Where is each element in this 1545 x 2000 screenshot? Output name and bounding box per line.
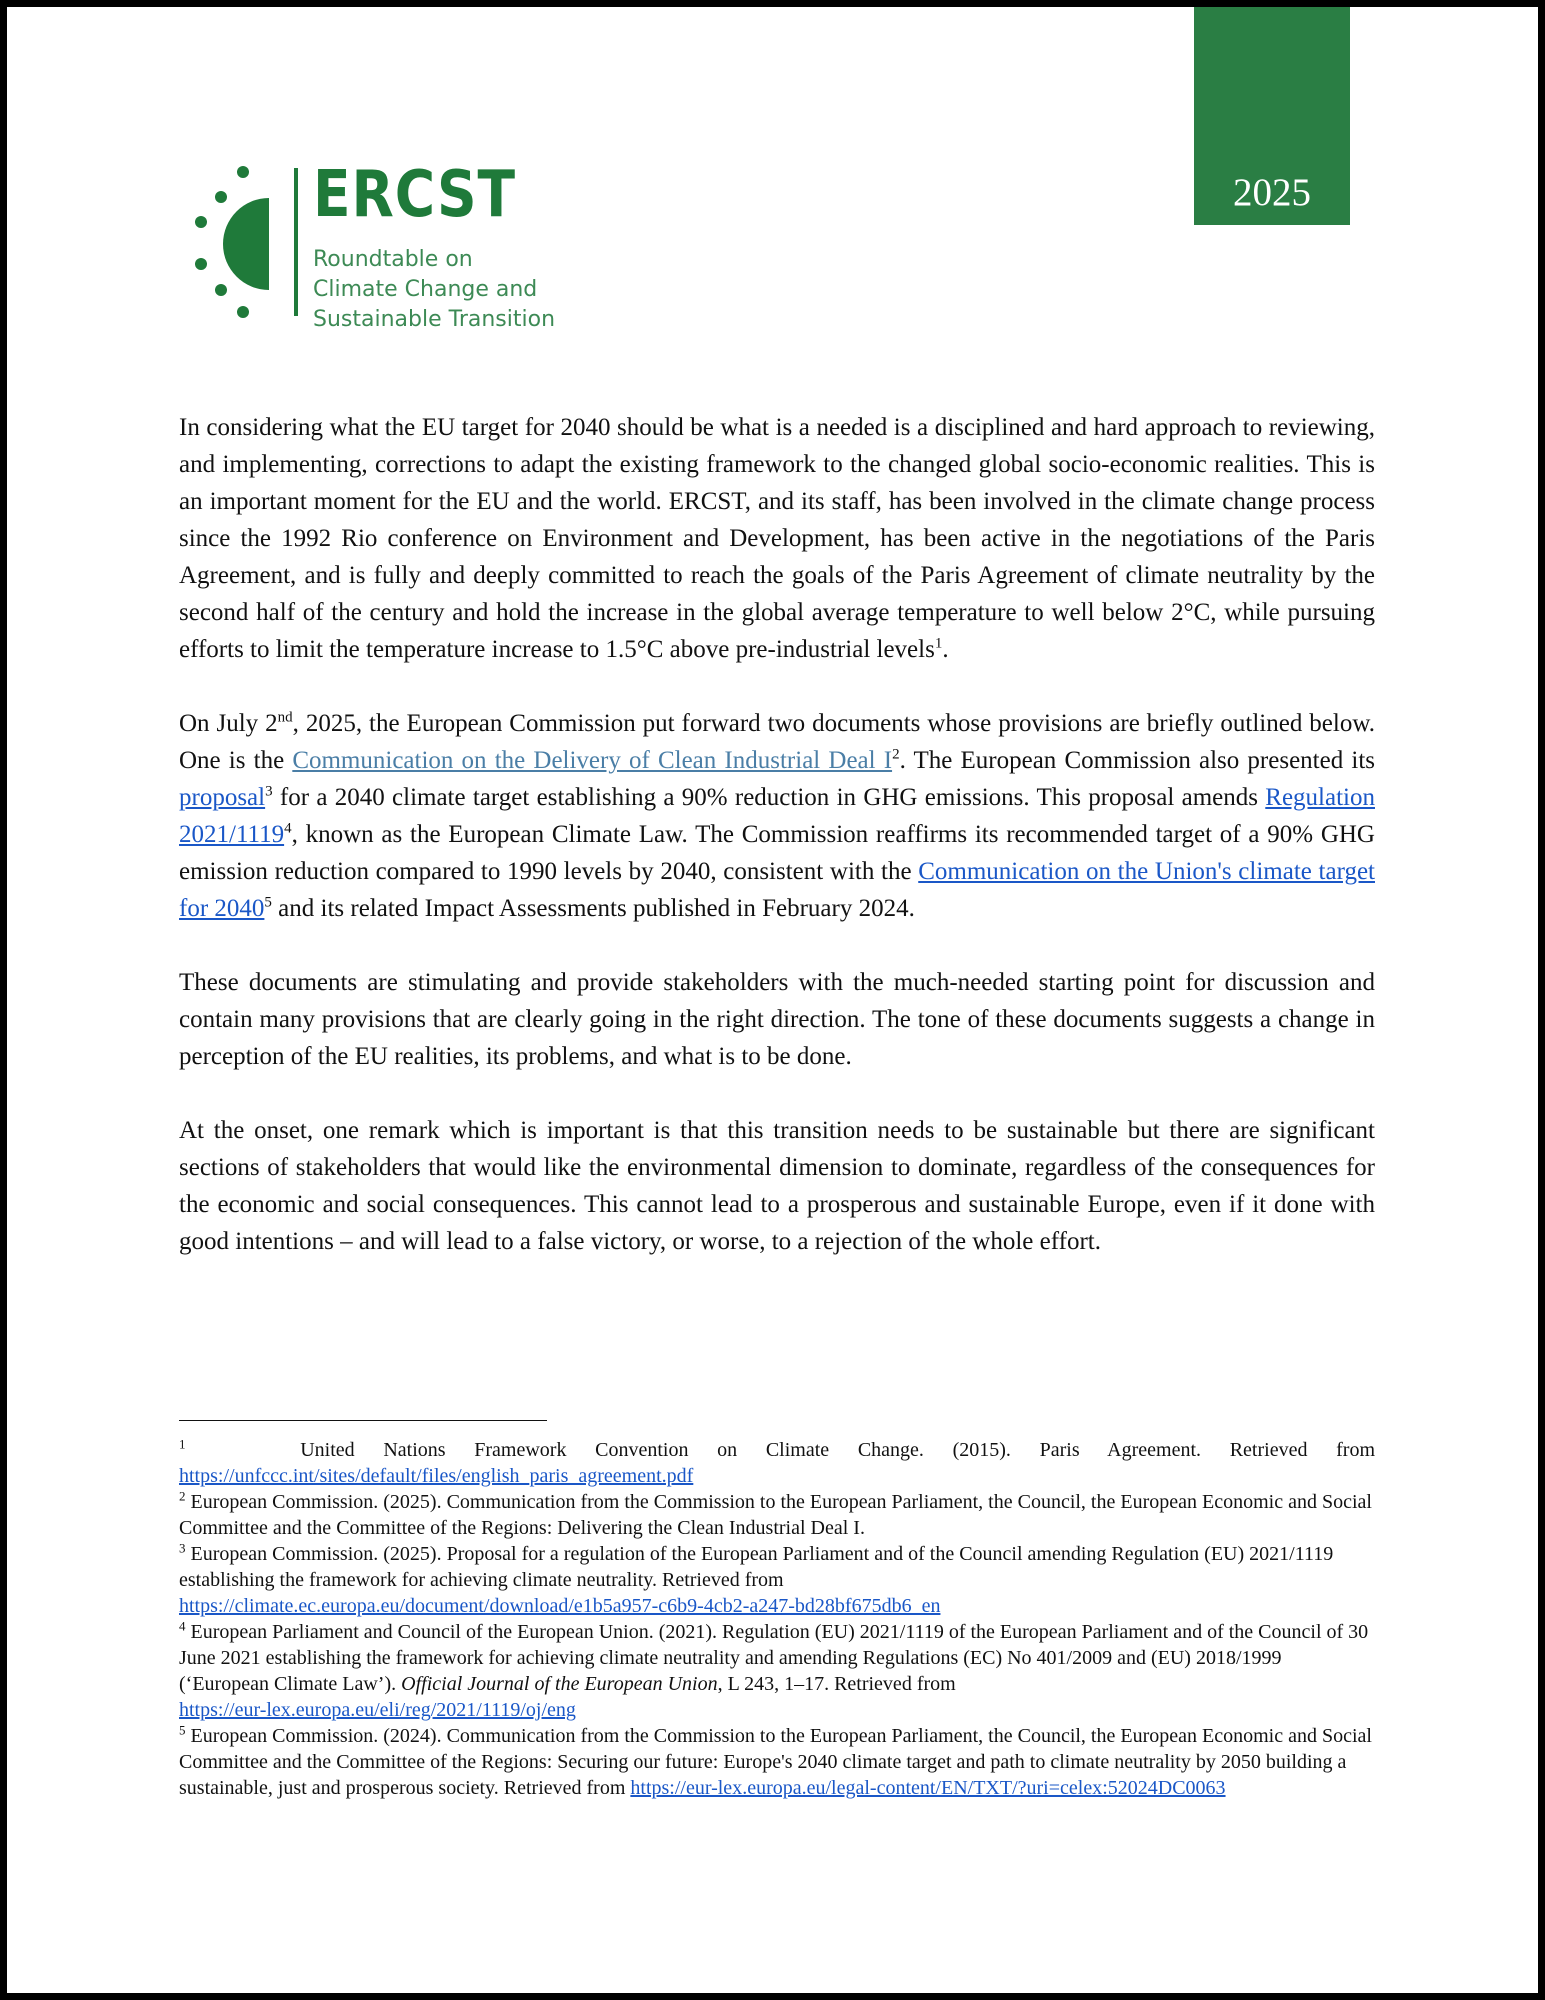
year-tab — [1194, 7, 1350, 225]
logo-subtitle-line: Climate Change and — [313, 277, 538, 302]
footnote-body: European Commission. (2025). Communication from the Commission to the European Parliament, the Council, the European Economic and Social Committee and the Committee of the Regions: Delivering the Clean Industrial Deal I. — [179, 1491, 1372, 1539]
logo-title: ERCST — [313, 158, 516, 232]
footnote-number: 3 — [179, 1540, 186, 1556]
footnote-2 — [179, 1489, 1375, 1541]
footnote-number: 1 — [179, 1436, 186, 1452]
footnote-5 — [179, 1723, 1375, 1801]
paragraph-text: and its related Impact Assessments published in February 2024. — [271, 895, 915, 922]
footnote-ref: 5 — [264, 894, 272, 911]
body-text — [179, 409, 1375, 1297]
paragraph-text: , 2025, the European Commission put forward two documents whose provisions are briefly outlined below. One is the — [179, 710, 1375, 774]
footnote-body: , L 243, 1–17. Retrieved from — [717, 1673, 956, 1695]
footnote-4-link[interactable]: https://eur-lex.europa.eu/eli/reg/2021/1119/oj/eng — [179, 1699, 576, 1721]
document-page — [7, 7, 1538, 1993]
footnote-body: European Commission. (2024). Communication from the Commission to the European Parliament, the Council, the European Economic and Social Committee and the Committee of the Regions: Securing our future: Europe's 2040 climate target and path to climate neutrality by 2050 building a sustainable, just and prosperous society. Retrieved from — [179, 1725, 1372, 1799]
logo-subtitle-line: Roundtable on — [313, 247, 473, 272]
ordinal-suffix: nd — [277, 709, 293, 726]
year-label: 2025 — [1233, 171, 1311, 214]
paragraph-1 — [179, 409, 1375, 668]
footnote-ref: 3 — [265, 783, 273, 800]
footnotes — [179, 1437, 1375, 1801]
logo-subtitle — [313, 245, 555, 335]
paragraph-4: At the onset, one remark which is important is that this transition needs to be sustainable but there are significant sections of stakeholders that would like the environmental dimension to dominate, regardless of the consequences for the economic and social consequences. This cannot lead to a prosperous and sustainable Europe, even if it done with good intentions – and will lead to a false victory, or worse, to a rejection of the whole effort. — [179, 1117, 1375, 1255]
footnote-1 — [179, 1437, 1375, 1489]
paragraph-2 — [179, 705, 1375, 927]
paragraph-text: . — [942, 636, 949, 663]
paragraph-text: . The European Commission also presented its — [899, 747, 1375, 774]
footnote-body: European Commission. (2025). Proposal for a regulation of the European Parliament and of the Council amending Regulation (EU) 2021/1119 establishing the framework for achieving climate neutrality. Retrieved from — [179, 1543, 1334, 1591]
link-clean-industrial-deal[interactable]: Communication on the Delivery of Clean Industrial Deal I — [292, 747, 893, 774]
paragraph-text: On July 2 — [179, 710, 278, 737]
footnote-body: United Nations Framework Convention on Climate Change. (2015). Paris Agreement. Retrieved from — [300, 1439, 1376, 1461]
footnote-separator — [179, 1420, 547, 1421]
footnote-ref: 4 — [284, 820, 292, 837]
paragraph-text: In considering what the EU target for 2040 should be what is a needed is a disciplined and hard approach to reviewing, and implementing, corrections to adapt the existing framework to the changed global socio-economic realities. This is an important moment for the EU and the world. ERCST, and its staff, has been involved in the climate change process since the 1992 Rio conference on Environment and Development, has been active in the negotiations of the Paris Agreement, and is fully and deeply committed to reach the goals of the Paris Agreement of climate neutrality by the second half of the century and hold the increase in the global average temperature to well below 2°C, while pursuing efforts to limit the temperature increase to 1.5°C above pre-industrial levels — [179, 414, 1375, 663]
footnote-journal: Official Journal of the European Union — [401, 1673, 718, 1695]
footnote-body: European Parliament and Council of the European Union. (2021). Regulation (EU) 2021/1119 of the European Parliament and of the Council of 30 June 2021 establishing the framework for achieving climate neutrality and amending Regulations (EC) No 401/2009 and (EU) 2018/1999 (‘European Climate Law’). — [179, 1621, 1369, 1695]
paragraph-3: These documents are stimulating and provide stakeholders with the much-needed starting point for discussion and contain many provisions that are clearly going in the right direction. The tone of these documents suggests a change in perception of the EU realities, its problems, and what is to be done. — [179, 969, 1375, 1070]
footnote-ref: 1 — [934, 635, 943, 652]
footnote-3 — [179, 1541, 1375, 1619]
footnote-3-link[interactable]: https://climate.ec.europa.eu/document/download/e1b5a957-c6b9-4cb2-a247-bd28bf675db6_en — [179, 1595, 941, 1617]
link-proposal[interactable]: proposal — [179, 784, 266, 811]
paragraph-text: for a 2040 climate target establishing a 90% reduction in GHG emissions. This proposal amends — [272, 784, 1266, 811]
footnote-5-link[interactable]: https://eur-lex.europa.eu/legal-content/EN/TXT/?uri=celex:52024DC0063 — [630, 1777, 1226, 1799]
logo-subtitle-line: Sustainable Transition — [313, 307, 556, 332]
paragraph-text: , known as the European Climate Law. The Commission reaffirms its recommended target of a 90% GHG emission reduction compared to 1990 levels by 2040, consistent with the — [179, 821, 1375, 885]
footnote-ref: 2 — [892, 746, 900, 763]
footnote-number: 5 — [179, 1722, 186, 1738]
footnote-number: 2 — [179, 1488, 186, 1504]
footnote-1-link[interactable]: https://unfccc.int/sites/default/files/english_paris_agreement.pdf — [179, 1465, 694, 1487]
footnote-4 — [179, 1619, 1375, 1723]
footnote-text — [179, 1437, 1375, 1463]
footnote-number: 4 — [179, 1618, 186, 1634]
link-climate-target-2040[interactable]: Communication on the Union's climate target for 2040 — [179, 858, 1375, 922]
link-regulation[interactable]: Regulation 2021/1119 — [179, 784, 1375, 848]
